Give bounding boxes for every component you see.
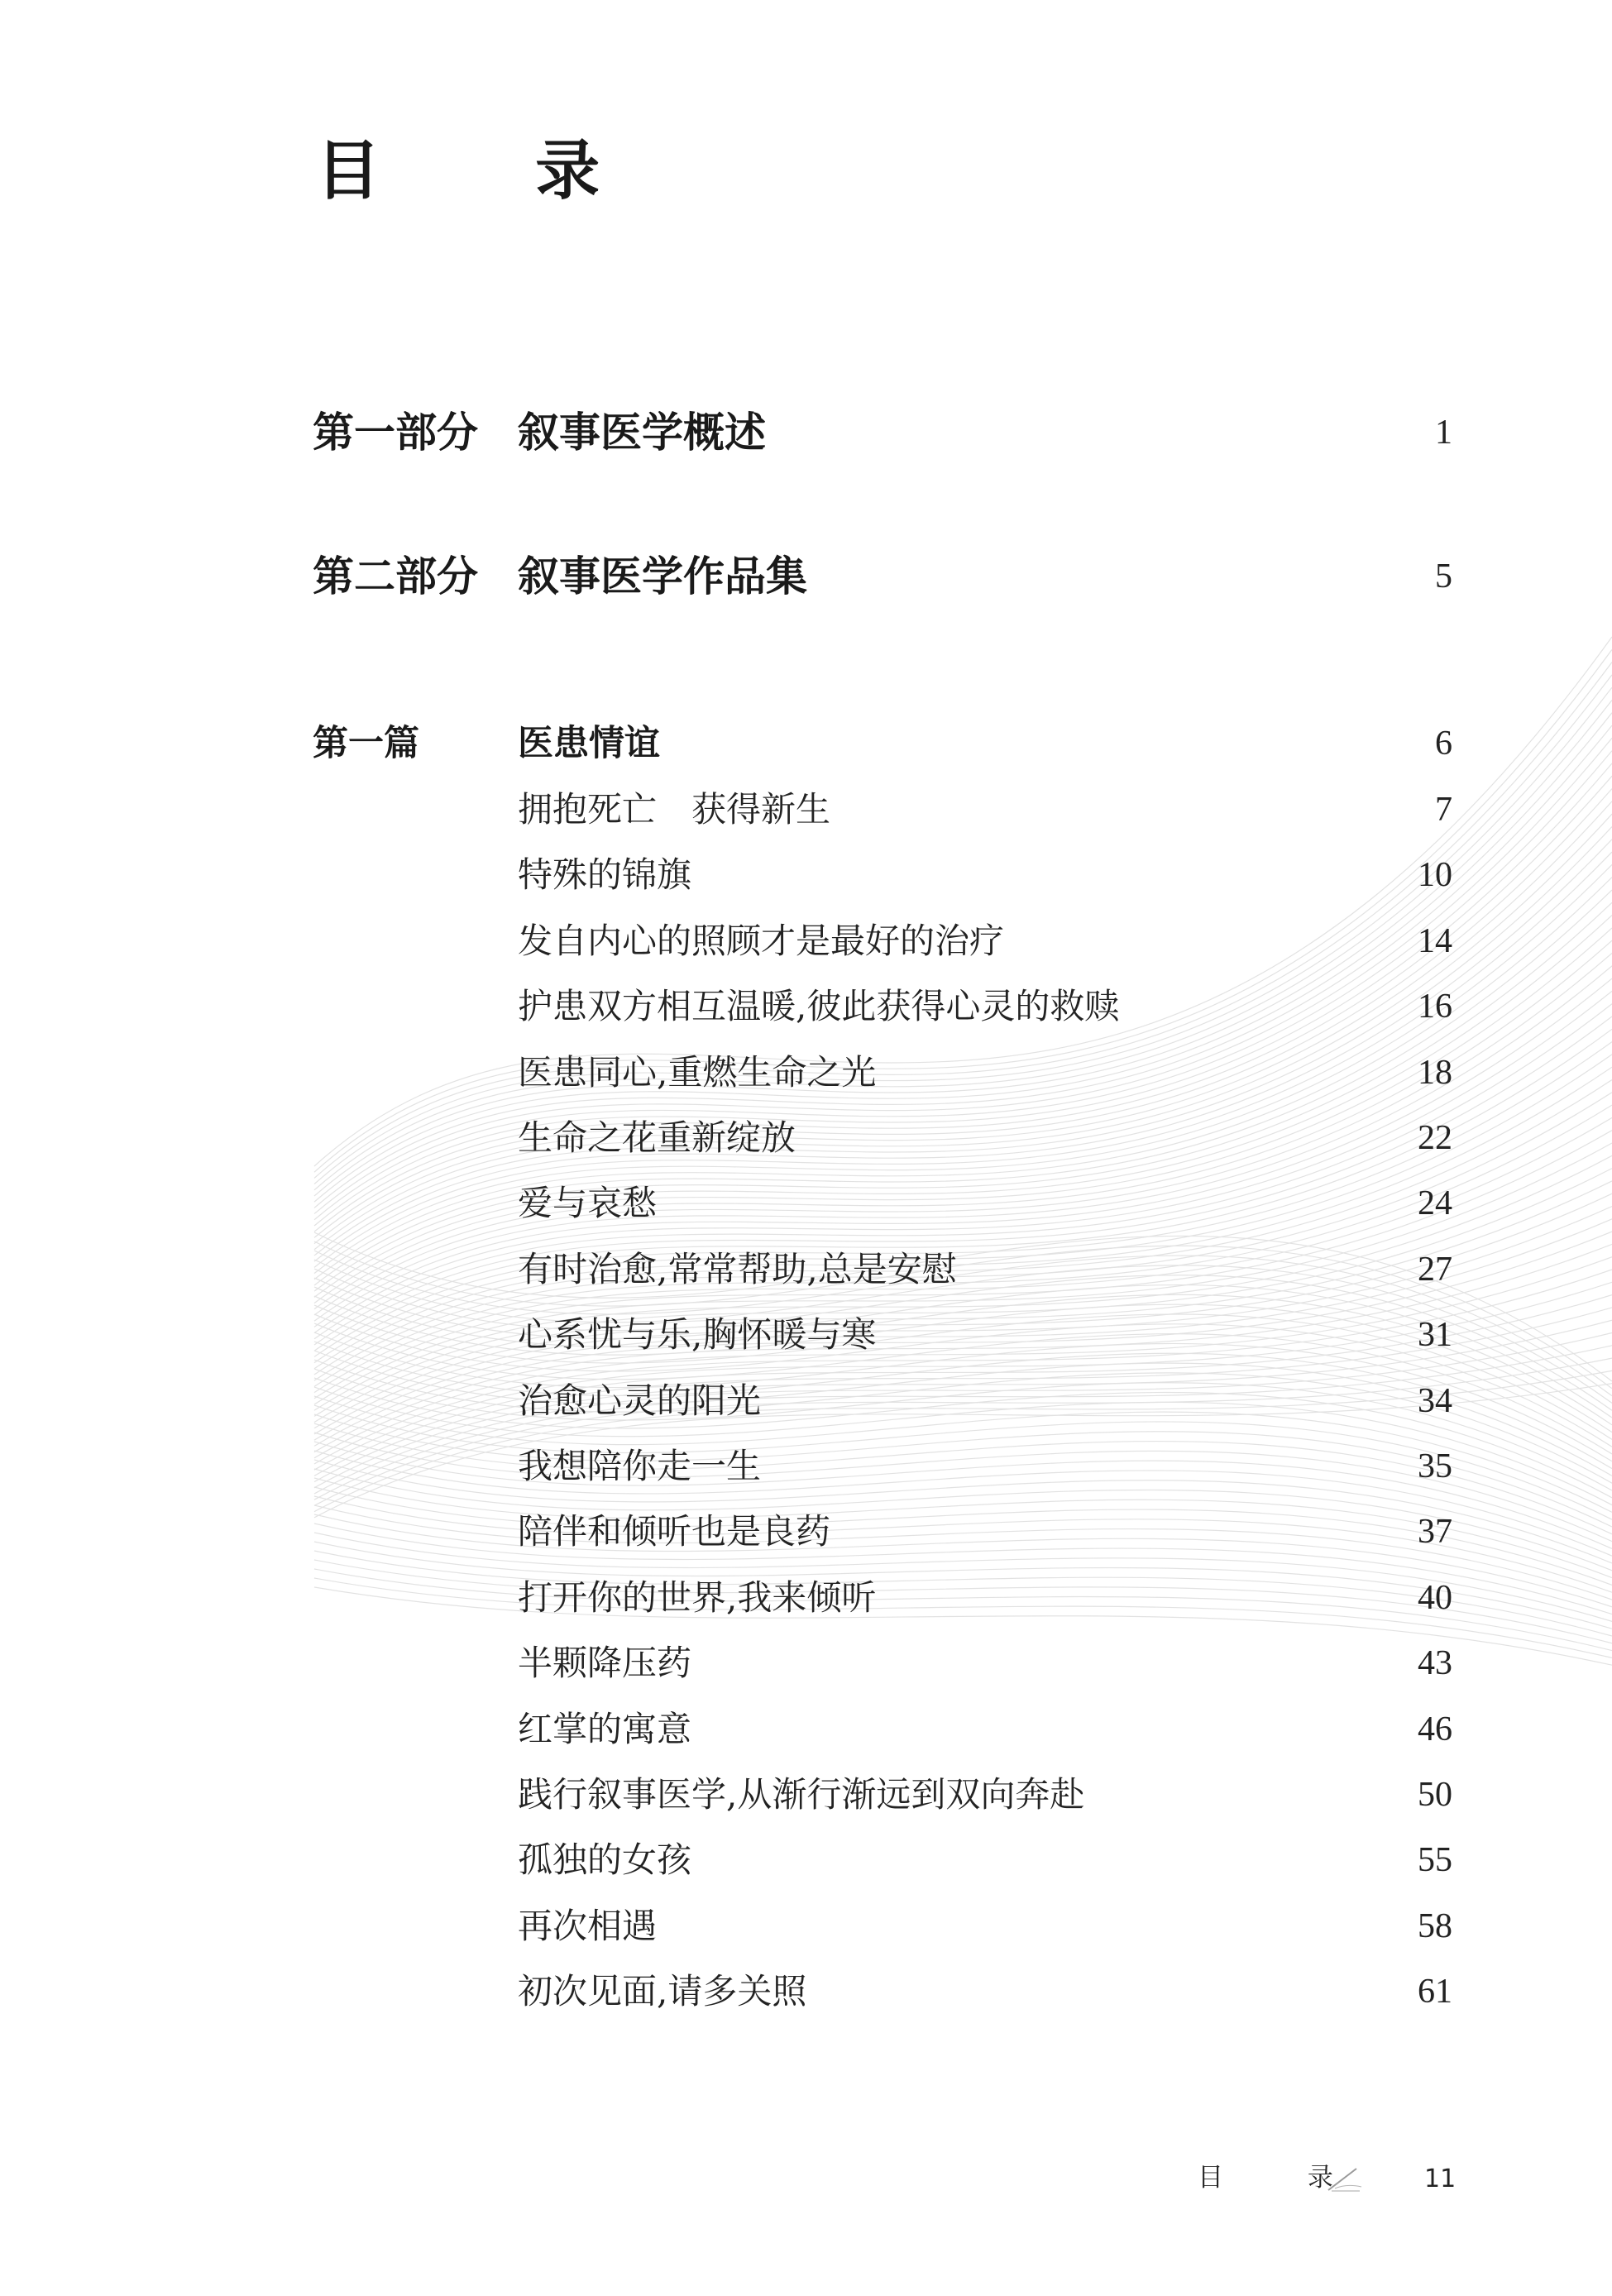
toc-entry-title: 治愈心灵的阳光 (518, 1380, 762, 1421)
toc-entry-title: 发自内心的照顾才是最好的治疗 (518, 921, 1005, 961)
toc-entry-page-number: 58 (1418, 1907, 1452, 1945)
toc-entry-title: 打开你的世界,我来倾听 (518, 1577, 877, 1618)
toc-entry-page-number: 34 (1418, 1382, 1452, 1420)
part-label: 第二部分 (313, 552, 478, 600)
toc-entry-title: 特殊的锦旗 (518, 854, 692, 895)
toc-entry-title: 再次相遇 (518, 1906, 658, 1946)
toc-entry-title: 初次见面,请多关照 (518, 1971, 807, 2011)
toc-entry-page-number: 16 (1418, 988, 1452, 1026)
page-footer (0, 2165, 1612, 2207)
toc-entry-page-number: 50 (1418, 1776, 1452, 1814)
chapter-title: 医患情谊 (518, 723, 660, 764)
toc-entry-page-number: 46 (1418, 1710, 1452, 1748)
toc-entry-title: 护患双方相互温暖,彼此获得心灵的救赎 (518, 986, 1120, 1026)
toc-entry-page-number: 14 (1418, 922, 1452, 960)
toc-entry-page-number: 31 (1418, 1316, 1452, 1354)
toc-entry-page-number: 43 (1418, 1644, 1452, 1682)
part-title: 叙事医学概述 (518, 409, 766, 457)
chapter-page-number: 6 (1435, 725, 1452, 763)
toc-entry-page-number: 35 (1418, 1447, 1452, 1485)
toc-entry-page-number: 10 (1418, 856, 1452, 894)
toc-entry-title: 我想陪你走一生 (518, 1446, 762, 1486)
pen-stroke-icon (1327, 2165, 1363, 2193)
toc-entry-page-number: 55 (1418, 1841, 1452, 1879)
toc-entry-title: 爱与哀愁 (518, 1183, 658, 1223)
toc-entry-title: 医患同心,重燃生命之光 (518, 1052, 877, 1093)
toc-entry-title: 陪伴和倾听也是良药 (518, 1511, 831, 1552)
toc-entry-title: 心系忧与乐,胸怀暖与寒 (518, 1314, 877, 1355)
part-label: 第一部分 (313, 409, 478, 457)
toc-entry-title: 践行叙事医学,从渐行渐远到双向奔赴 (518, 1774, 1085, 1815)
toc-entry-page-number: 61 (1418, 1973, 1452, 2011)
toc-entry-page-number: 27 (1418, 1251, 1452, 1289)
page-title: 目 录 (316, 133, 667, 208)
chapter-label: 第一篇 (313, 723, 419, 764)
part-title: 叙事医学作品集 (518, 552, 807, 600)
toc-entry-page-number: 18 (1418, 1054, 1452, 1092)
footer-page-number: 11 (1424, 2164, 1457, 2193)
toc-entry-page-number: 24 (1418, 1184, 1452, 1222)
part-page-number: 1 (1435, 414, 1452, 452)
toc-entry-page-number: 37 (1418, 1513, 1452, 1551)
toc-entry-title: 半颗降压药 (518, 1643, 692, 1683)
toc-entry-title: 孤独的女孩 (518, 1839, 692, 1880)
footer-section-label: 目 录 (1198, 2163, 1371, 2193)
toc-entry-page-number: 40 (1418, 1579, 1452, 1617)
toc-entry-title: 红掌的寓意 (518, 1709, 692, 1749)
part-page-number: 5 (1435, 557, 1452, 596)
toc-entry-title: 生命之花重新绽放 (518, 1117, 796, 1158)
toc-entry-page-number: 7 (1435, 791, 1452, 829)
toc-entry-title: 有时治愈,常常帮助,总是安慰 (518, 1249, 957, 1289)
toc-entry-title: 拥抱死亡 获得新生 (518, 789, 831, 830)
toc-entry-page-number: 22 (1418, 1119, 1452, 1157)
